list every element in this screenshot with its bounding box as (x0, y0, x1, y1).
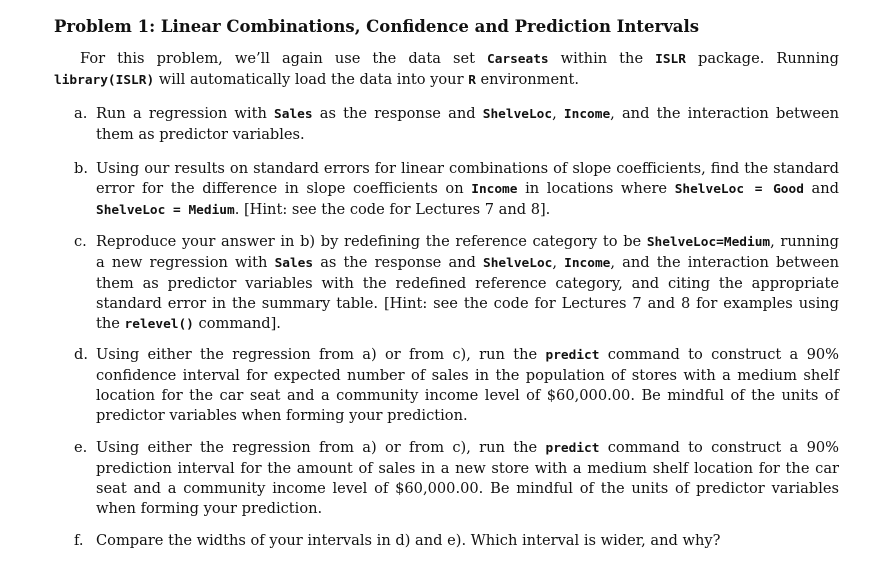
list-item-d (74, 345, 839, 426)
item-body-b (96, 159, 839, 221)
intro-code-r: R (468, 73, 476, 88)
list-item-e (74, 438, 839, 519)
item-body-c (96, 232, 839, 335)
item-b-text-1: Using our results on standard errors for linear combinations of slope coefficients, find the standard error for the difference in slope coefficients on (96, 160, 839, 197)
problem-intro (54, 49, 839, 91)
intro-text-1: For this problem, we’ll again use the data set (80, 50, 487, 67)
item-c-code-relevel: relevel() (124, 317, 194, 332)
intro-text-4: will automatically load the data into your (154, 71, 469, 88)
item-c-text-5: , and the interaction between them as predictor variables with the redefined reference category, and citing the appropriate standard error in the summary table. [Hint: see the code for Lectures 7 and 8 for examples using the (96, 254, 839, 332)
item-c-code-income: Income (564, 256, 611, 271)
item-body-a (96, 104, 839, 145)
intro-text-3: package. Running (685, 50, 839, 67)
item-f-text-1: Compare the widths of your intervals in d) and e). Which interval is wider, and why? (96, 532, 721, 549)
item-c-text-6: command]. (193, 315, 281, 332)
item-b-code-shelveloc-medium: ShelveLoc = Medium (96, 203, 235, 218)
intro-code-library: library(ISLR) (54, 73, 155, 88)
item-label-a: a. (74, 105, 88, 122)
item-c-text-4: , (552, 254, 565, 271)
item-a-code-income: Income (563, 107, 611, 122)
list-item-c (74, 232, 839, 335)
item-label-c: c. (74, 233, 87, 250)
list-item-a (74, 104, 839, 145)
item-label-b: b. (74, 160, 88, 177)
item-c-text-3: as the response and (313, 254, 484, 271)
item-label-f: f. (74, 532, 84, 549)
item-b-text-3: and (803, 180, 839, 197)
item-b-text-4: . [Hint: see the code for Lectures 7 and 8]. (234, 201, 551, 218)
item-label-e: e. (74, 439, 88, 456)
item-d-code-predict: predict (545, 348, 600, 363)
item-a-code-sales: Sales (274, 107, 313, 122)
item-e-code-predict: predict (545, 441, 600, 456)
intro-code-carseats: Carseats (486, 52, 549, 67)
item-body-f (96, 531, 839, 551)
item-a-code-shelveloc: ShelveLoc (482, 107, 553, 122)
item-body-d (96, 345, 839, 426)
item-c-code-shelveloc-medium: ShelveLoc=Medium (646, 235, 771, 250)
intro-text-2: within the (548, 50, 656, 67)
item-d-text-2: command to construct a 90% confidence interval for expected number of sales in the population of stores with a medium shelf location for the car seat and a community income level of $60,000.00. Be mindful of the units of predictor variables when forming your prediction. (96, 346, 840, 424)
intro-text-5: environment. (475, 71, 580, 88)
item-a-text-1: Run a regression with (96, 105, 275, 122)
intro-code-islr: ISLR (655, 52, 686, 67)
item-e-text-2: command to construct a 90% prediction interval for the amount of sales in a new store with a medium shelf location for the car seat and a community income level of $60,000.00. Be mindful of the units of predictor variables when forming your prediction. (96, 439, 840, 517)
problem-title: Problem 1: Linear Combinations, Confidence and Prediction Intervals (54, 17, 700, 36)
item-c-code-shelveloc: ShelveLoc (483, 256, 553, 271)
list-item-f (74, 531, 839, 551)
item-body-e (96, 438, 839, 519)
item-a-text-3: , (552, 105, 564, 122)
item-c-code-sales: Sales (274, 256, 314, 271)
item-a-text-4: , and the interaction between them as predictor variables. (96, 105, 839, 143)
item-d-text-1: Using either the regression from a) or from c), run the (96, 346, 546, 363)
item-c-text-1: Reproduce your answer in b) by redefining the reference category to be (96, 233, 647, 250)
item-e-text-1: Using either the regression from a) or from c), run the (96, 439, 546, 456)
item-b-code-income: Income (471, 182, 518, 197)
item-a-text-2: as the response and (312, 105, 483, 122)
list-item-b (74, 159, 839, 221)
item-b-text-2: in locations where (517, 180, 675, 197)
item-b-code-shelveloc-good: ShelveLoc = Good (674, 182, 804, 197)
item-c-text-2: , running a new regression with (96, 233, 839, 271)
item-label-d: d. (74, 346, 88, 363)
